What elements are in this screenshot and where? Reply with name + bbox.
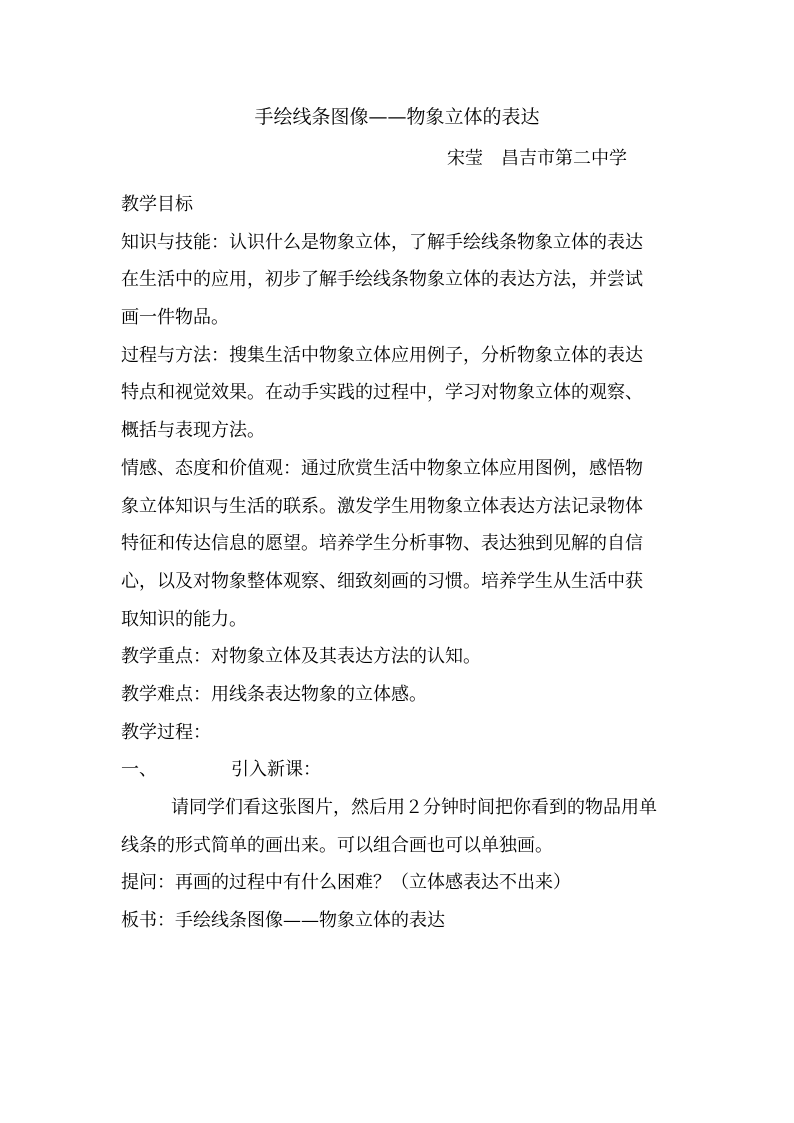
teaching-key-point: 教学重点：对物象立体及其表达方法的认知。 xyxy=(121,646,481,668)
teaching-process-heading: 教学过程： xyxy=(121,721,211,743)
paragraph-line: 特征和传达信息的愿望。培养学生分析事物、表达独到见解的自信 xyxy=(121,533,643,555)
paragraph-line: 线条的形式简单的画出来。可以组合画也可以单独画。 xyxy=(121,834,553,856)
paragraph-line: 在生活中的应用，初步了解手绘线条物象立体的表达方法，并尝试 xyxy=(121,269,643,291)
paragraph-line: 画一件物品。 xyxy=(121,307,229,329)
document-title: 手绘线条图像——物象立体的表达 xyxy=(254,106,540,128)
author-line xyxy=(447,146,627,172)
section-heading xyxy=(121,751,681,789)
document-body xyxy=(121,186,681,940)
board-writing-line: 板书：手绘线条图像——物象立体的表达 xyxy=(121,910,445,932)
section-number: 一、 xyxy=(121,759,157,781)
paragraph-line: 心，以及对物象整体观察、细致刻画的习惯。培养学生从生活中获 xyxy=(121,570,643,592)
author-school: 昌吉市第二中学 xyxy=(501,148,627,169)
paragraph-line: 情感、态度和价值观：通过欣赏生活中物象立体应用图例，感悟物 xyxy=(121,457,643,479)
question-line: 提问：再画的过程中有什么困难？（立体感表达不出来） xyxy=(121,872,571,894)
teaching-difficulty: 教学难点：用线条表达物象的立体感。 xyxy=(121,683,427,705)
section-title: 引入新课： xyxy=(231,759,321,781)
paragraph-line: 请同学们看这张图片，然后用２分钟时间把你看到的物品用单 xyxy=(171,797,657,818)
paragraph-line: 象立体知识与生活的联系。激发学生用物象立体表达方法记录物体 xyxy=(121,495,643,517)
paragraph-line: 特点和视觉效果。在动手实践的过程中，学习对物象立体的观察、 xyxy=(121,382,643,404)
paragraph-line: 知识与技能：认识什么是物象立体，了解手绘线条物象立体的表达 xyxy=(121,231,643,253)
heading-teaching-goals: 教学目标 xyxy=(121,194,193,215)
paragraph-line: 取知识的能力。 xyxy=(121,608,247,630)
paragraph-line: 过程与方法：搜集生活中物象立体应用例子，分析物象立体的表达 xyxy=(121,344,643,366)
author-name: 宋莹 xyxy=(447,148,483,169)
paragraph-line: 概括与表现方法。 xyxy=(121,420,265,442)
